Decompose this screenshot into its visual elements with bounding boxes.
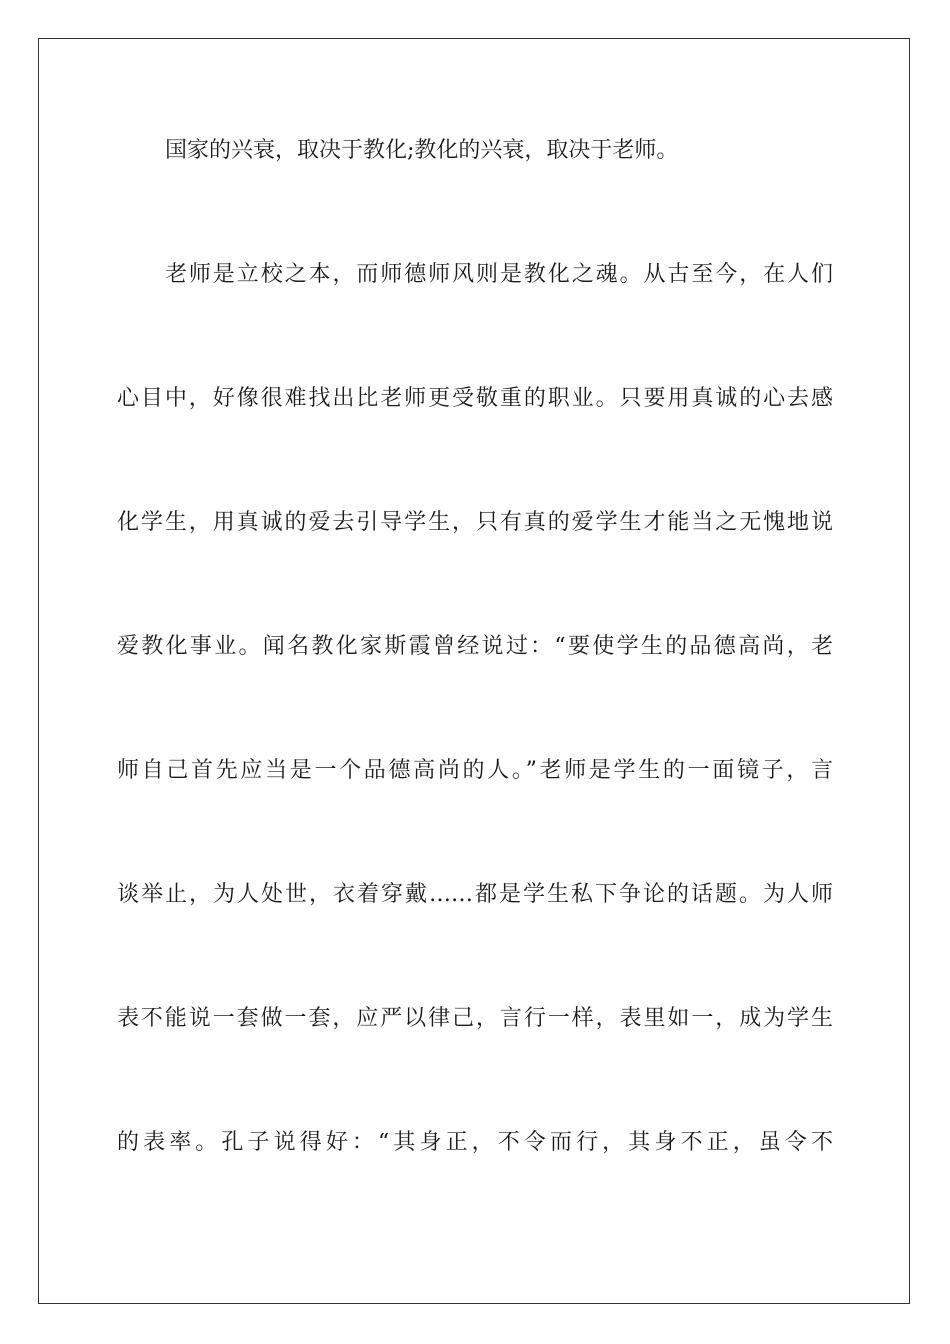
paragraph-2-line-1: 老师是立校之本，而师德师风则是教化之魂。从古至今，在人们 <box>165 262 833 287</box>
paragraph-2-line-4: 爱教化事业。闻名教化家斯霞曾经说过：“要使学生的品德高尚，老 <box>117 634 833 659</box>
paragraph-2-line-6: 谈举止，为人处世，衣着穿戴……都是学生私下争论的话题。为人师 <box>117 882 833 907</box>
paragraph-1-line-1: 国家的兴衰，取决于教化;教化的兴衰，取决于老师。 <box>165 138 679 163</box>
paragraph-2-line-2: 心目中，好像很难找出比老师更受敬重的职业。只要用真诚的心去感 <box>117 386 833 411</box>
paragraph-2-line-3: 化学生，用真诚的爱去引导学生，只有真的爱学生才能当之无愧地说 <box>117 510 833 535</box>
paragraph-2-line-5: 师自己首先应当是一个品德高尚的人。”老师是学生的一面镜子，言 <box>117 758 833 783</box>
paragraph-2-line-7: 表不能说一套做一套，应严以律己，言行一样，表里如一，成为学生 <box>117 1006 833 1031</box>
page-border <box>38 38 910 1304</box>
paragraph-2-line-8: 的表率。孔子说得好：“其身正，不令而行，其身不正，虽令不 <box>117 1130 833 1155</box>
